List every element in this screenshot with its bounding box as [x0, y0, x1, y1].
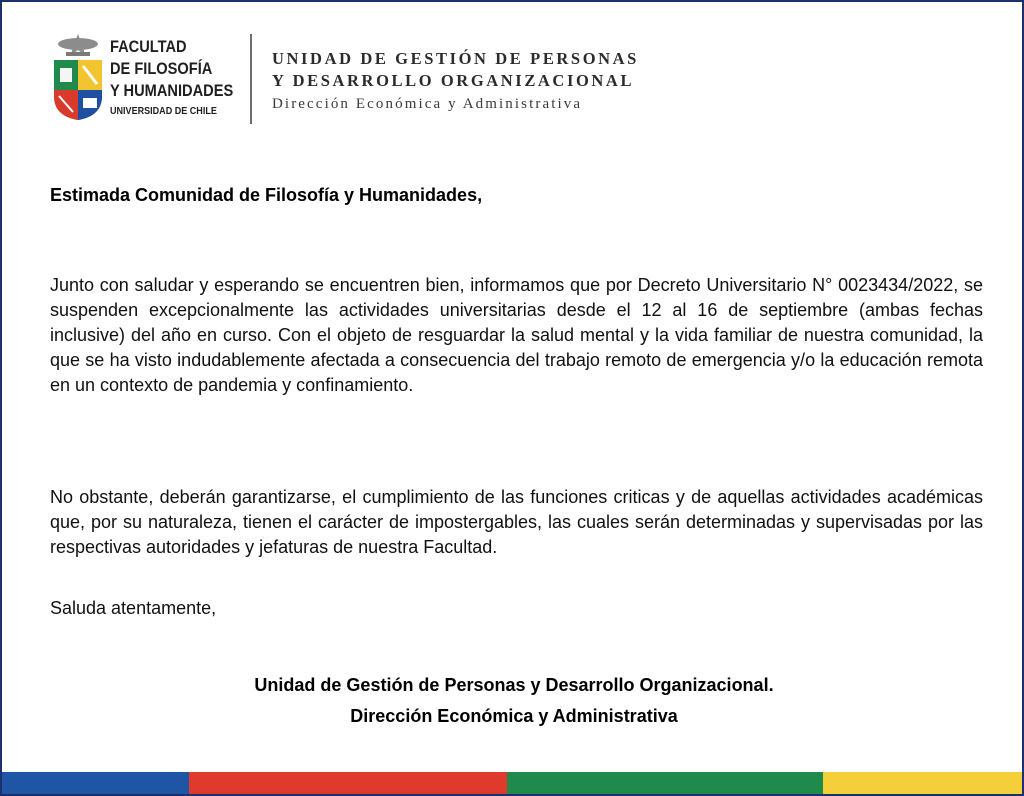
band-green: [507, 772, 823, 794]
faculty-line-3: Y HUMANIDADES: [110, 81, 234, 100]
paragraph-suspension: Junto con saludar y esperando se encuentren bien, informamos que por Decreto Universitario N° 0023434/2022, se suspenden excepcionalmente las actividades universitarias desde el 12 al 16 de septiembre (ambas fechas inclusive) del año en curso. Con el objeto de resguardar la salud mental y la vida familiar de nuestra comunidad, la que se ha visto indudablemente afectada a consecuencia del trabajo remoto de emergencia y/o la educación remota en un contexto de pandemia y confinamiento.: [50, 275, 983, 395]
closing-salutation: Saluda atentamente,: [50, 598, 217, 618]
unit-line-1: UNIDAD DE GESTIÓN DE PERSONAS: [272, 49, 639, 68]
signature-direction: Dirección Económica y Administrativa: [350, 706, 678, 726]
unit-title: [272, 48, 639, 116]
university-name: UNIVERSIDAD DE CHILE: [110, 105, 217, 117]
letter-greeting: Estimada Comunidad de Filosofía y Humanidades,: [50, 185, 483, 205]
band-red: [189, 772, 507, 794]
paragraph-critical-functions: No obstante, deberán garantizarse, el cumplimiento de las funciones criticas y de aquellas actividades académicas que, por su naturaleza, tienen el carácter de impostergables, las cuales serán determinadas y supervisadas por las respectivas autoridades y jefaturas de nuestra Facultad.: [50, 487, 983, 557]
color-band: [2, 772, 1022, 794]
university-crest-icon: [52, 34, 104, 120]
band-blue: [2, 772, 189, 794]
unit-subtitle: Dirección Económica y Administrativa: [272, 96, 583, 112]
band-yellow: [823, 772, 1022, 794]
faculty-logo: [52, 34, 260, 120]
signature-block: [2, 670, 1024, 732]
faculty-name: [110, 36, 239, 118]
signature-unit: Unidad de Gestión de Personas y Desarrollo Organizacional.: [254, 675, 774, 695]
faculty-line-2: DE FILOSOFÍA: [110, 59, 213, 78]
faculty-line-1: FACULTAD: [110, 37, 187, 56]
unit-line-2: Y DESARROLLO ORGANIZACIONAL: [272, 71, 635, 90]
header-divider: [250, 34, 252, 124]
